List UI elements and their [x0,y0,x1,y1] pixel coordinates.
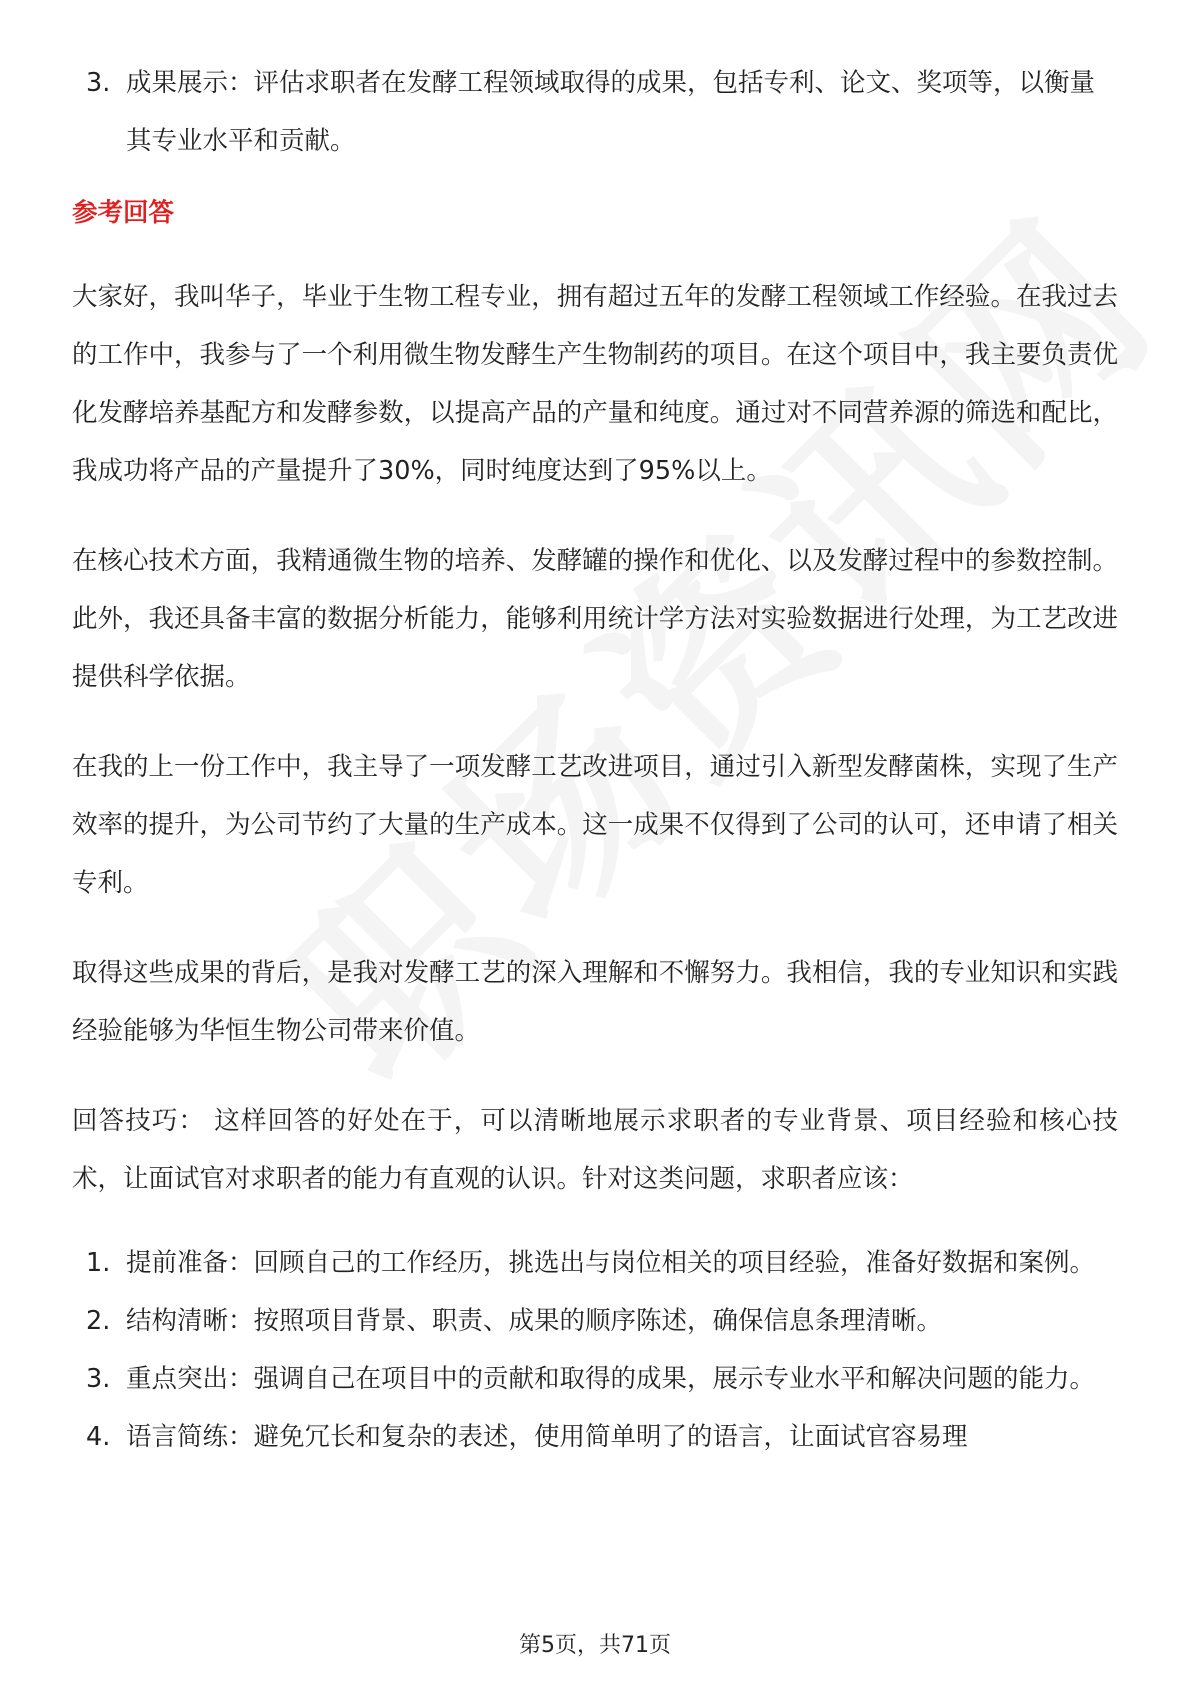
list-item [72,1408,1118,1466]
list-item [72,1234,1118,1292]
page-content [72,54,1118,1466]
list-number: 2. [86,1306,111,1336]
criteria-list [72,54,1118,170]
list-number: 3. [86,1364,111,1394]
paragraph: 在核心技术方面，我精通微生物的培养、发酵罐的操作和优化、以及发酵过程中的参数控制。此外，我还具备丰富的数据分析能力，能够利用统计学方法对实验数据进行处理，为工艺改进提供科学依据。 [72,546,1118,692]
paragraph: 在我的上一份工作中，我主导了一项发酵工艺改进项目，通过引入新型发酵菌株，实现了生产效率的提升，为公司节约了大量的生产成本。这一成果不仅得到了公司的认可，还申请了相关专利。 [72,752,1118,898]
section-title: 参考回答 [72,198,175,228]
list-text: 结构清晰：按照项目背景、职责、成果的顺序陈述，确保信息条理清晰。 [126,1306,943,1336]
paragraph: 大家好，我叫华子，毕业于生物工程专业，拥有超过五年的发酵工程领域工作经验。在我过去的工作中，我参与了一个利用微生物发酵生产生物制药的项目。在这个项目中，我主要负责优化发酵培养基配方和发酵参数，以提高产品的产量和纯度。通过对不同营养源的筛选和配比，我成功将产品的产量提升了30%，同时纯度达到了95%以上。 [72,282,1118,486]
tips-list [72,1234,1118,1466]
list-item [72,1292,1118,1350]
list-text: 重点突出：强调自己在项目中的贡献和取得的成果，展示专业水平和解决问题的能力。 [126,1364,1096,1394]
list-number: 4. [86,1422,111,1452]
list-item [72,1350,1118,1408]
list-number: 1. [86,1248,111,1278]
page-number-footer: 第5页，共71页 [519,1633,671,1658]
list-item [72,54,1118,170]
list-text: 提前准备：回顾自己的工作经历，挑选出与岗位相关的项目经验，准备好数据和案例。 [126,1248,1096,1278]
list-text: 成果展示：评估求职者在发酵工程领域取得的成果，包括专利、论文、奖项等，以衡量其专业水平和贡献。 [126,68,1096,156]
list-number: 3. [86,68,111,98]
paragraph: 取得这些成果的背后，是我对发酵工艺的深入理解和不懈努力。我相信，我的专业知识和实践经验能够为华恒生物公司带来价值。 [72,958,1118,1046]
list-text: 语言简练：避免冗长和复杂的表述，使用简单明了的语言，让面试官容易理 [126,1422,968,1452]
paragraph: 回答技巧： 这样回答的好处在于，可以清晰地展示求职者的专业背景、项目经验和核心技术，让面试官对求职者的能力有直观的认识。针对这类问题，求职者应该： [72,1106,1118,1194]
